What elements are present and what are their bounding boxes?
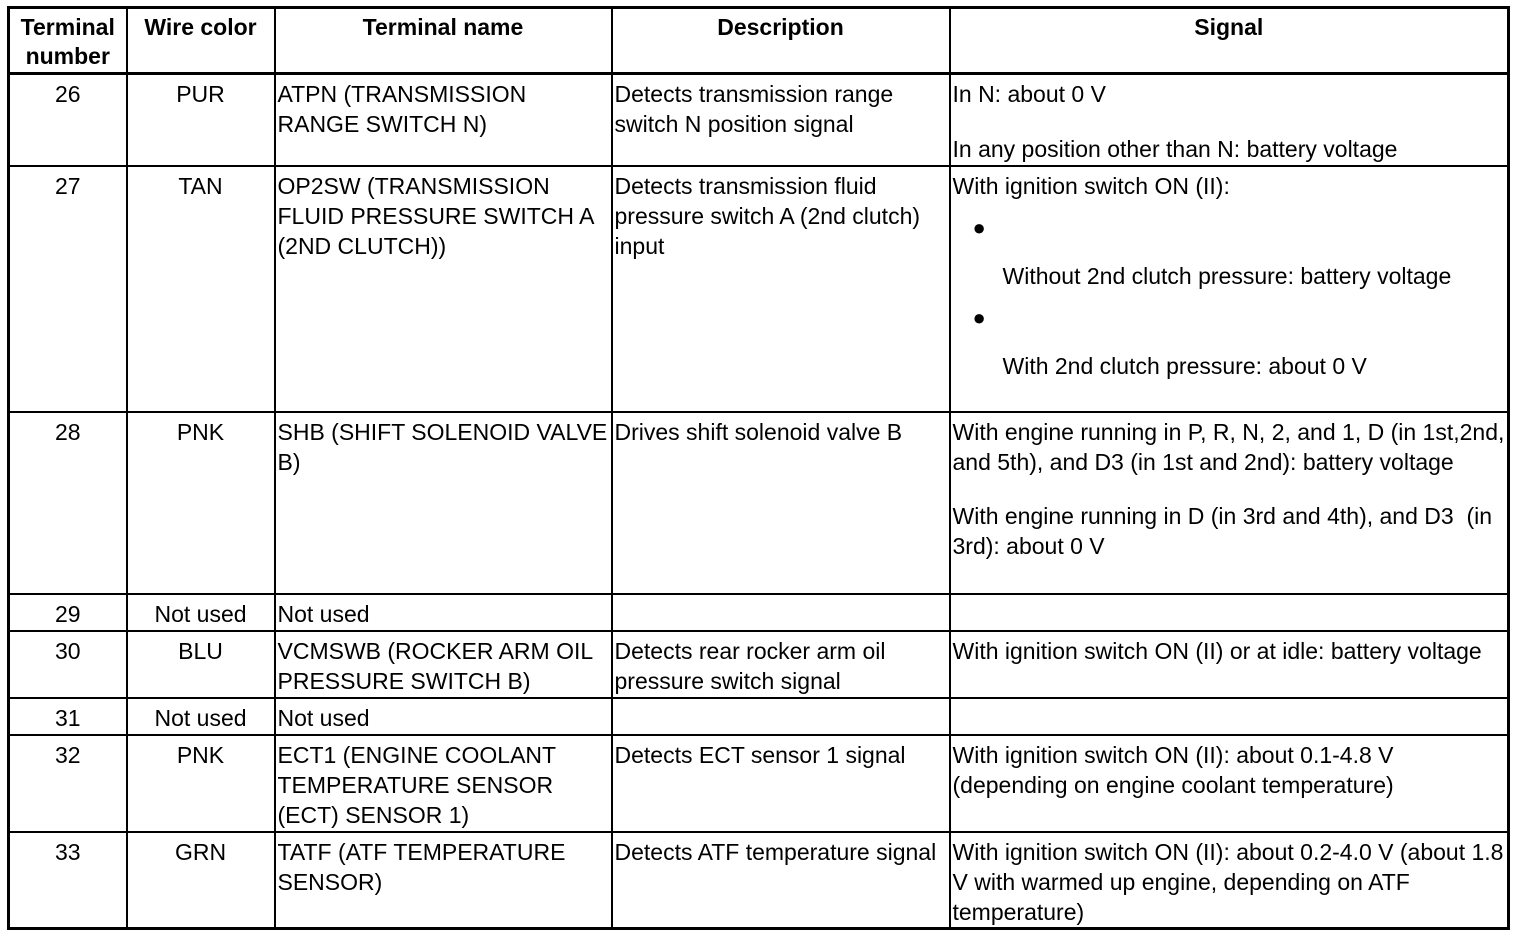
header-description: Description (612, 8, 950, 74)
terminal-number: 30 (9, 631, 127, 698)
signal-text: In N: about 0 V (952, 81, 1106, 107)
table-row (9, 631, 1509, 698)
wire-color: TAN (127, 166, 275, 412)
table-row (9, 832, 1509, 929)
wire-color: PNK (127, 412, 275, 594)
terminal-name: ATPN (TRANSMISSION RANGE SWITCH N) (275, 74, 612, 166)
signal-cell: With ignition switch ON (II) or at idle: battery voltage (950, 631, 1509, 698)
description: Detects ATF temperature signal (612, 832, 950, 929)
terminal-number: 33 (9, 832, 127, 929)
description: Detects ECT sensor 1 signal (612, 735, 950, 832)
table-row (9, 698, 1509, 735)
terminal-number: 32 (9, 735, 127, 832)
description (612, 594, 950, 631)
header-terminal-number: Terminal number (9, 8, 127, 74)
table-row (9, 594, 1509, 631)
table-row (9, 735, 1509, 832)
table-row (9, 412, 1509, 594)
wire-color: BLU (127, 631, 275, 698)
signal-text: With engine running in P, R, N, 2, and 1, D (in 1st,2nd, and 5th), and D3 (in 1st and 2nd): battery voltage (952, 418, 1518, 475)
terminal-name: Not used (275, 594, 612, 631)
terminal-name: VCMSWB (ROCKER ARM OIL PRESSURE SWITCH B) (275, 631, 612, 698)
signal-cell (950, 412, 1518, 594)
terminal-number: 27 (9, 166, 127, 412)
signal-cell (950, 166, 1509, 412)
description: Detects rear rocker arm oil pressure switch signal (612, 631, 950, 698)
wire-color: GRN (127, 832, 275, 929)
terminal-name: OP2SW (TRANSMISSION FLUID PRESSURE SWITCH A (2ND CLUTCH)) (275, 166, 612, 412)
description: Detects transmission range switch N position signal (612, 74, 950, 166)
signal-cell (950, 74, 1509, 166)
description: Drives shift solenoid valve B (612, 412, 950, 594)
signal-cell: With ignition switch ON (II): about 0.2-4.0 V (about 1.8 V with warmed up engine, depending on ATF temperature) (950, 832, 1509, 929)
header-terminal-name: Terminal name (275, 8, 612, 74)
header-row (9, 8, 1509, 74)
terminal-number: 31 (9, 698, 127, 735)
terminal-name: ECT1 (ENGINE COOLANT TEMPERATURE SENSOR (ECT) SENSOR 1) (275, 735, 612, 832)
terminal-table (7, 6, 1518, 930)
wire-color: Not used (127, 698, 275, 735)
description (612, 698, 950, 735)
bullet-icon: ● (972, 214, 986, 240)
terminal-name: Not used (275, 698, 612, 735)
bullet-icon: ● (972, 304, 986, 330)
signal-text: With engine running in D (in 3rd and 4th), and D3 (in 3rd): about 0 V (952, 502, 1499, 559)
signal-cell (950, 698, 1509, 735)
signal-text: With ignition switch ON (II): (952, 172, 1230, 199)
table-row (9, 166, 1509, 412)
signal-bullet-text: With 2nd clutch pressure: about 0 V (1002, 352, 1367, 379)
header-signal: Signal (950, 8, 1509, 74)
terminal-number: 28 (9, 412, 127, 594)
terminal-number: 26 (9, 74, 127, 166)
terminal-name: SHB (SHIFT SOLENOID VALVE B) (275, 412, 612, 594)
terminal-name: TATF (ATF TEMPERATURE SENSOR) (275, 832, 612, 929)
wire-color: Not used (127, 594, 275, 631)
table-row (9, 74, 1509, 166)
wire-color: PNK (127, 735, 275, 832)
wire-color: PUR (127, 74, 275, 166)
signal-cell (950, 594, 1509, 631)
header-wire-color: Wire color (127, 8, 275, 74)
terminal-number: 29 (9, 594, 127, 631)
signal-text: In any position other than N: battery voltage (952, 136, 1398, 162)
signal-bullet-text: Without 2nd clutch pressure: battery voltage (1002, 262, 1452, 289)
description: Detects transmission fluid pressure switch A (2nd clutch) input (612, 166, 950, 412)
signal-cell: With ignition switch ON (II): about 0.1-4.8 V (depending on engine coolant temperature) (950, 735, 1509, 832)
